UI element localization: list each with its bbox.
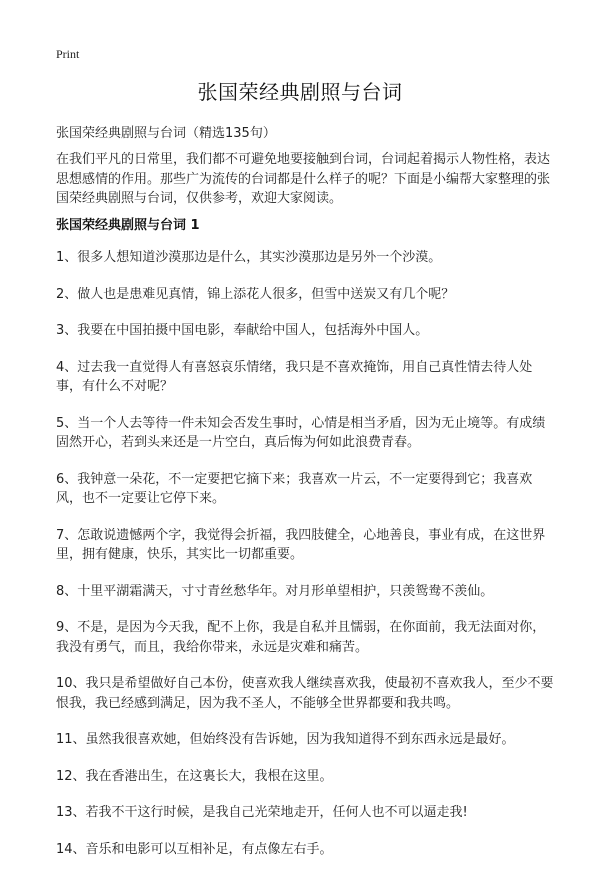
quote-item: 7、怎敢说遗憾两个字，我觉得会折福，我四肢健全，心地善良，事业有成，在这世界里，拥有健康，快乐，其实比一切都重要。 — [56, 527, 546, 562]
quote-item: 10、我只是希望做好自己本份，使喜欢我人继续喜欢我，使最初不喜欢我人，至少不要恨我，我已经感到满足，因为我不圣人，不能够全世界都要和我共鸣。 — [56, 676, 554, 711]
intro-paragraph: 在我们平凡的日常里，我们都不可避免地要接触到台词，台词起着揭示人物性格，表达思想感情的作用。那些广为流传的台词都是什么样子的呢？下面是小编帮大家整理的张国荣经典剧照与台词，仅供参考，欢迎大家阅读。 — [56, 152, 551, 206]
subtitle: 张国荣经典剧照与台词（精选135句） — [56, 126, 276, 141]
quote-item: 14、音乐和电影可以互相补足，有点像左右手。 — [56, 841, 333, 857]
quote-item: 9、不是，是因为今天我，配不上你，我是自私并且懦弱，在你面前，我无法面对你，我没有勇气，而且，我给你带来，永远是灾难和痛苦。 — [56, 620, 546, 655]
quote-item: 8、十里平湖霜满天，寸寸青丝愁华年。对月形单望相护，只羡鸳鸯不羡仙。 — [56, 583, 494, 599]
quote-item: 3、我要在中国拍摄中国电影，奉献给中国人，包括海外中国人。 — [56, 323, 429, 338]
quote-item: 1、很多人想知道沙漠那边是什么，其实沙漠那边是另外一个沙漠。 — [56, 250, 442, 265]
quote-list — [56, 248, 556, 876]
quote-item: 5、当一个人去等待一件未知会否发生事时，心情是相当矛盾，因为无止境等。有成绩固然开心，若到头来还是一片空白，真后悔为何如此浪费青春。 — [56, 415, 546, 450]
quote-item: 13、若我不干这行时候，是我自己光荣地走开，任何人也不可以逼走我! — [56, 805, 468, 820]
section-heading: 张国荣经典剧照与台词 1 — [56, 218, 200, 233]
page-title: 张国荣经典剧照与台词 — [197, 80, 403, 104]
quote-item: 6、我钟意一朵花，不一定要把它摘下来；我喜欢一片云，不一定要得到它；我喜欢风，也不一定要让它停下来。 — [56, 471, 533, 506]
quote-item: 11、虽然我很喜欢她，但始终没有告诉她，因为我知道得不到东西永远是最好。 — [56, 732, 515, 747]
print-link[interactable]: Print — [56, 47, 80, 61]
quote-item: 4、过去我一直觉得人有喜怒哀乐情绪，我只是不喜欢掩饰，用自己真性情去待人处事，有什么不对呢？ — [56, 359, 533, 394]
quote-item: 12、我在香港出生，在这裏长大，我根在这里。 — [56, 768, 333, 784]
quote-item: 2、做人也是患难见真情，锦上添花人很多，但雪中送炭又有几个呢？ — [56, 286, 455, 302]
